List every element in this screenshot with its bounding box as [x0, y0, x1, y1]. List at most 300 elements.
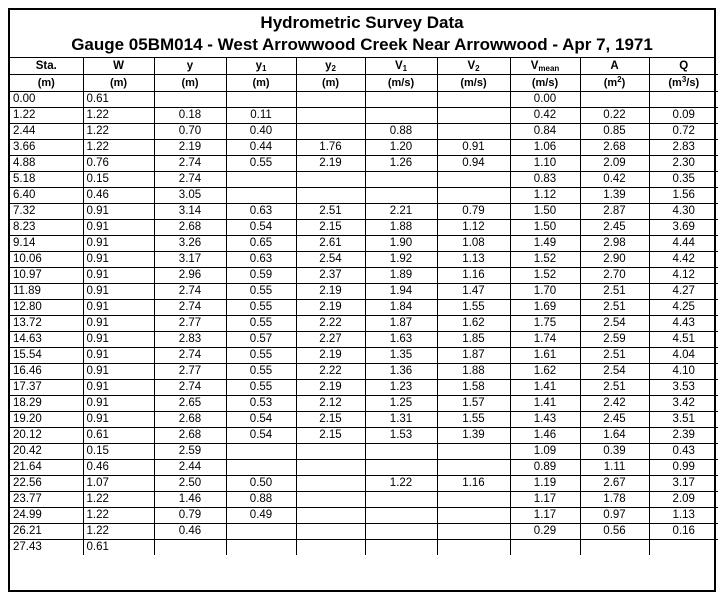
table-cell: 0.84 — [510, 124, 580, 140]
table-cell: 0.91 — [83, 316, 154, 332]
column-unit — [365, 75, 437, 92]
table-cell: 2.74 — [154, 172, 226, 188]
unit-text: (m) — [37, 76, 55, 89]
table-cell: 1.08 — [437, 236, 510, 252]
table-cell: 12.80 — [10, 300, 83, 316]
column-subscript: 1 — [261, 63, 267, 73]
table-cell: 0.91 — [83, 396, 154, 412]
column-subscript: 2 — [475, 63, 480, 73]
unit-tail: ) — [621, 76, 626, 89]
table-cell: 3.66 — [10, 140, 83, 156]
table-cell — [437, 508, 510, 524]
table-cell: 0.57 — [226, 332, 296, 348]
table-cell — [437, 524, 510, 540]
table-cell — [580, 92, 649, 108]
table-cell: 10.06 — [10, 252, 83, 268]
table-cell — [226, 188, 296, 204]
table-cell: 26.21 — [10, 524, 83, 540]
table-cell: 2.74 — [154, 380, 226, 396]
table-cell: 1.85 — [437, 332, 510, 348]
column-header — [580, 58, 649, 75]
table-cell: 10.97 — [10, 268, 83, 284]
table-cell: 0.91 — [83, 348, 154, 364]
table-cell: 0.18 — [154, 108, 226, 124]
table-cell: 0.00 — [510, 92, 580, 108]
table-cell: 1.12 — [437, 220, 510, 236]
table-cell: 2.19 — [296, 156, 365, 172]
table-cell: 0.50 — [226, 476, 296, 492]
table-cell: 3.69 — [649, 220, 718, 236]
table-cell — [437, 92, 510, 108]
table-row — [10, 204, 718, 220]
table-cell — [510, 540, 580, 556]
column-symbol: Sta. — [35, 59, 57, 72]
table-cell: 0.88 — [226, 492, 296, 508]
column-unit — [649, 75, 718, 92]
column-symbol: y — [325, 59, 332, 72]
table-cell — [649, 92, 718, 108]
table-cell: 2.15 — [296, 220, 365, 236]
table-cell: 1.90 — [365, 236, 437, 252]
table-cell: 1.55 — [437, 412, 510, 428]
table-cell: 1.76 — [296, 140, 365, 156]
table-cell — [226, 460, 296, 476]
table-cell: 1.35 — [365, 348, 437, 364]
table-cell: 0.91 — [83, 220, 154, 236]
table-cell: 1.94 — [365, 284, 437, 300]
table-cell: 1.56 — [649, 188, 718, 204]
column-symbol: y — [255, 59, 262, 72]
table-cell: 0.15 — [83, 172, 154, 188]
column-unit — [154, 75, 226, 92]
table-cell: 0.54 — [226, 220, 296, 236]
table-cell: 7.32 — [10, 204, 83, 220]
table-cell: 2.09 — [580, 156, 649, 172]
table-cell: 0.91 — [83, 204, 154, 220]
table-cell: 0.76 — [83, 156, 154, 172]
table-cell: 4.04 — [649, 348, 718, 364]
table-cell: 0.40 — [226, 124, 296, 140]
table-cell: 15.54 — [10, 348, 83, 364]
table-cell: 4.30 — [649, 204, 718, 220]
unit-text: (m) — [252, 76, 270, 89]
table-cell — [296, 108, 365, 124]
column-header — [510, 58, 580, 75]
table-cell: 0.65 — [226, 236, 296, 252]
table-cell: 1.13 — [437, 252, 510, 268]
table-cell: 6.40 — [10, 188, 83, 204]
table-row — [10, 444, 718, 460]
table-cell: 2.44 — [154, 460, 226, 476]
column-unit — [580, 75, 649, 92]
table-cell — [296, 508, 365, 524]
table-cell: 0.59 — [226, 268, 296, 284]
table-cell: 0.46 — [154, 524, 226, 540]
table-cell: 2.70 — [580, 268, 649, 284]
table-row — [10, 380, 718, 396]
table-cell: 1.74 — [510, 332, 580, 348]
table-cell: 1.69 — [510, 300, 580, 316]
table-cell: 0.91 — [83, 380, 154, 396]
unit-exponent: 3 — [681, 74, 687, 84]
table-cell: 1.22 — [83, 524, 154, 540]
table-cell: 27.43 — [10, 540, 83, 556]
table-cell: 4.27 — [649, 284, 718, 300]
table-cell: 2.51 — [580, 300, 649, 316]
table-cell: 0.49 — [226, 508, 296, 524]
column-symbol: W — [113, 59, 124, 72]
table-row — [10, 428, 718, 444]
column-unit — [437, 75, 510, 92]
table-cell: 1.88 — [437, 364, 510, 380]
table-cell: 0.70 — [154, 124, 226, 140]
table-cell: 1.46 — [510, 428, 580, 444]
table-row — [10, 508, 718, 524]
table-cell: 2.22 — [296, 316, 365, 332]
table-cell — [226, 172, 296, 188]
unit-text: (m/s) — [460, 76, 487, 89]
table-cell: 20.42 — [10, 444, 83, 460]
table-row — [10, 188, 718, 204]
table-cell: 4.10 — [649, 364, 718, 380]
table-cell: 0.61 — [83, 540, 154, 556]
table-cell — [296, 92, 365, 108]
table-cell: 4.88 — [10, 156, 83, 172]
table-body — [10, 92, 718, 556]
table-cell — [365, 508, 437, 524]
table-cell: 2.98 — [580, 236, 649, 252]
table-cell — [437, 492, 510, 508]
column-header — [649, 58, 718, 75]
table-row — [10, 92, 718, 108]
column-header — [10, 58, 83, 75]
table-cell: 2.51 — [580, 348, 649, 364]
table-cell: 13.72 — [10, 316, 83, 332]
table-cell: 3.26 — [154, 236, 226, 252]
table-cell: 2.19 — [296, 380, 365, 396]
table-cell: 1.06 — [510, 140, 580, 156]
table-cell: 1.22 — [83, 108, 154, 124]
sheet-subtitle: Gauge 05BM014 - West Arrowwood Creek Near Arrowwood - Apr 7, 1971 — [71, 35, 653, 54]
table-cell — [154, 540, 226, 556]
table-cell: 1.63 — [365, 332, 437, 348]
table-cell: 0.91 — [83, 364, 154, 380]
table-cell — [437, 444, 510, 460]
table-cell: 0.22 — [580, 108, 649, 124]
table-row — [10, 348, 718, 364]
table-cell: 4.42 — [649, 252, 718, 268]
column-subscript: mean — [538, 63, 560, 73]
table-cell: 1.25 — [365, 396, 437, 412]
table-row — [10, 236, 718, 252]
table-row — [10, 268, 718, 284]
table-cell: 2.74 — [154, 348, 226, 364]
table-cell: 0.79 — [154, 508, 226, 524]
table-cell: 1.46 — [154, 492, 226, 508]
table-cell: 0.35 — [649, 172, 718, 188]
table-cell — [226, 540, 296, 556]
table-cell: 2.59 — [154, 444, 226, 460]
table-cell — [365, 492, 437, 508]
table-cell: 1.41 — [510, 380, 580, 396]
table-cell: 1.16 — [437, 268, 510, 284]
table-cell: 2.61 — [296, 236, 365, 252]
table-row — [10, 252, 718, 268]
table-cell: 0.29 — [510, 524, 580, 540]
column-symbol: V — [394, 59, 403, 72]
table-cell: 1.13 — [649, 508, 718, 524]
table-row — [10, 412, 718, 428]
unit-tail: /s) — [686, 76, 700, 89]
table-cell: 8.23 — [10, 220, 83, 236]
table-cell: 0.54 — [226, 412, 296, 428]
table-cell — [365, 540, 437, 556]
table-cell: 0.83 — [510, 172, 580, 188]
table-cell: 3.51 — [649, 412, 718, 428]
table-cell — [649, 540, 718, 556]
table-cell — [226, 524, 296, 540]
table-cell: 2.65 — [154, 396, 226, 412]
table-cell: 23.77 — [10, 492, 83, 508]
column-unit — [226, 75, 296, 92]
table-cell: 3.14 — [154, 204, 226, 220]
table-row — [10, 156, 718, 172]
table-cell — [154, 92, 226, 108]
table-cell: 0.94 — [437, 156, 510, 172]
table-cell: 1.09 — [510, 444, 580, 460]
column-header — [365, 58, 437, 75]
table-cell: 3.17 — [154, 252, 226, 268]
column-symbol: Q — [679, 59, 689, 72]
column-symbol: V — [530, 59, 539, 72]
table-cell — [296, 124, 365, 140]
table-cell: 2.39 — [649, 428, 718, 444]
table-cell: 21.64 — [10, 460, 83, 476]
table-cell: 0.42 — [580, 172, 649, 188]
table-cell: 1.88 — [365, 220, 437, 236]
table-cell: 1.07 — [83, 476, 154, 492]
table-cell — [296, 524, 365, 540]
table-cell: 1.43 — [510, 412, 580, 428]
table-cell: 2.15 — [296, 428, 365, 444]
table-cell: 2.09 — [649, 492, 718, 508]
table-cell: 1.87 — [437, 348, 510, 364]
table-cell: 2.74 — [154, 156, 226, 172]
table-cell — [226, 444, 296, 460]
table-cell: 1.41 — [510, 396, 580, 412]
table-cell: 0.42 — [510, 108, 580, 124]
table-cell: 2.12 — [296, 396, 365, 412]
table-cell: 1.16 — [437, 476, 510, 492]
table-cell: 2.74 — [154, 284, 226, 300]
table-cell: 0.91 — [83, 268, 154, 284]
table-cell: 1.10 — [510, 156, 580, 172]
unit-text: (m — [668, 76, 682, 89]
table-cell: 1.89 — [365, 268, 437, 284]
table-cell: 4.51 — [649, 332, 718, 348]
column-unit — [83, 75, 154, 92]
table-cell: 2.74 — [154, 300, 226, 316]
table-cell — [437, 188, 510, 204]
table-cell: 0.55 — [226, 300, 296, 316]
unit-text: (m/s) — [387, 76, 415, 89]
table-cell: 0.99 — [649, 460, 718, 476]
column-symbol: V — [467, 59, 476, 72]
table-cell: 0.97 — [580, 508, 649, 524]
table-cell: 2.37 — [296, 268, 365, 284]
table-cell: 0.53 — [226, 396, 296, 412]
table-row — [10, 124, 718, 140]
table-cell: 3.42 — [649, 396, 718, 412]
table-cell: 0.11 — [226, 108, 296, 124]
table-cell: 1.52 — [510, 252, 580, 268]
table-cell: 5.18 — [10, 172, 83, 188]
table-cell: 1.17 — [510, 492, 580, 508]
table-cell: 2.30 — [649, 156, 718, 172]
table-cell: 0.44 — [226, 140, 296, 156]
table-cell: 19.20 — [10, 412, 83, 428]
table-cell — [437, 124, 510, 140]
table-cell — [296, 188, 365, 204]
column-symbol: A — [610, 59, 619, 72]
table-cell: 1.36 — [365, 364, 437, 380]
unit-text: (m) — [109, 76, 128, 89]
table-cell: 0.55 — [226, 156, 296, 172]
table-cell: 2.68 — [154, 412, 226, 428]
table-cell: 0.00 — [10, 92, 83, 108]
table-cell: 1.22 — [10, 108, 83, 124]
table-cell: 1.22 — [83, 140, 154, 156]
column-header — [154, 58, 226, 75]
table-cell: 3.53 — [649, 380, 718, 396]
table-row — [10, 172, 718, 188]
table-cell — [296, 540, 365, 556]
table-cell: 0.46 — [83, 188, 154, 204]
table-row — [10, 300, 718, 316]
table-cell: 0.56 — [580, 524, 649, 540]
table-cell: 1.62 — [437, 316, 510, 332]
table-cell: 1.17 — [510, 508, 580, 524]
table-cell — [580, 540, 649, 556]
table-cell: 1.70 — [510, 284, 580, 300]
table-cell — [296, 476, 365, 492]
table-cell: 1.20 — [365, 140, 437, 156]
table-cell: 0.91 — [83, 284, 154, 300]
table-cell: 1.12 — [510, 188, 580, 204]
table-cell: 1.57 — [437, 396, 510, 412]
table-cell: 2.54 — [580, 364, 649, 380]
table-cell: 4.44 — [649, 236, 718, 252]
table-cell: 0.88 — [365, 124, 437, 140]
table-row — [10, 364, 718, 380]
table-cell: 1.87 — [365, 316, 437, 332]
table-cell: 2.77 — [154, 316, 226, 332]
table-cell: 2.45 — [580, 412, 649, 428]
table-cell: 0.55 — [226, 316, 296, 332]
table-cell — [437, 108, 510, 124]
unit-text: (m/s) — [531, 76, 559, 89]
table-cell: 1.22 — [365, 476, 437, 492]
table-cell: 2.67 — [580, 476, 649, 492]
table-cell: 1.53 — [365, 428, 437, 444]
table-cell — [437, 540, 510, 556]
table-cell: 2.19 — [154, 140, 226, 156]
table-cell: 2.77 — [154, 364, 226, 380]
unit-row — [10, 75, 718, 92]
table-cell: 1.23 — [365, 380, 437, 396]
table-cell: 4.43 — [649, 316, 718, 332]
table-cell: 1.58 — [437, 380, 510, 396]
table-cell: 20.12 — [10, 428, 83, 444]
table-cell: 1.84 — [365, 300, 437, 316]
table-cell: 1.50 — [510, 204, 580, 220]
table-cell — [296, 172, 365, 188]
table-cell: 0.39 — [580, 444, 649, 460]
table-cell: 2.19 — [296, 284, 365, 300]
table-cell: 0.54 — [226, 428, 296, 444]
table-cell — [365, 108, 437, 124]
table-cell: 4.25 — [649, 300, 718, 316]
table-cell: 0.61 — [83, 428, 154, 444]
table-cell: 2.27 — [296, 332, 365, 348]
table-row — [10, 284, 718, 300]
table-cell: 1.19 — [510, 476, 580, 492]
table-cell: 0.61 — [83, 92, 154, 108]
table-cell — [296, 460, 365, 476]
table-cell — [365, 92, 437, 108]
title-block — [10, 10, 714, 58]
sheet-title: Hydrometric Survey Data — [260, 13, 464, 32]
table-row — [10, 492, 718, 508]
table-cell: 2.68 — [154, 220, 226, 236]
table-cell: 0.91 — [83, 300, 154, 316]
table-cell: 2.51 — [296, 204, 365, 220]
table-cell: 1.22 — [83, 492, 154, 508]
table-cell — [365, 172, 437, 188]
table-cell: 1.39 — [580, 188, 649, 204]
table-row — [10, 540, 718, 556]
table-cell: 2.83 — [154, 332, 226, 348]
column-unit — [296, 75, 365, 92]
table-cell: 0.91 — [83, 412, 154, 428]
table-row — [10, 332, 718, 348]
table-cell: 4.12 — [649, 268, 718, 284]
table-cell: 2.51 — [580, 284, 649, 300]
table-cell: 1.50 — [510, 220, 580, 236]
column-header — [83, 58, 154, 75]
table-cell — [437, 172, 510, 188]
table-cell: 2.21 — [365, 204, 437, 220]
table-cell: 24.99 — [10, 508, 83, 524]
table-cell: 1.39 — [437, 428, 510, 444]
table-cell: 1.78 — [580, 492, 649, 508]
table-cell: 2.19 — [296, 348, 365, 364]
table-cell: 1.47 — [437, 284, 510, 300]
table-cell: 0.46 — [83, 460, 154, 476]
table-cell: 1.92 — [365, 252, 437, 268]
table-cell: 2.22 — [296, 364, 365, 380]
table-cell — [365, 524, 437, 540]
table-cell: 2.42 — [580, 396, 649, 412]
table-cell: 0.63 — [226, 204, 296, 220]
table-cell: 1.75 — [510, 316, 580, 332]
table-cell: 0.91 — [83, 236, 154, 252]
table-cell: 0.55 — [226, 348, 296, 364]
table-cell: 0.63 — [226, 252, 296, 268]
unit-text: (m) — [181, 76, 199, 89]
table-cell: 0.16 — [649, 524, 718, 540]
table-cell: 2.50 — [154, 476, 226, 492]
